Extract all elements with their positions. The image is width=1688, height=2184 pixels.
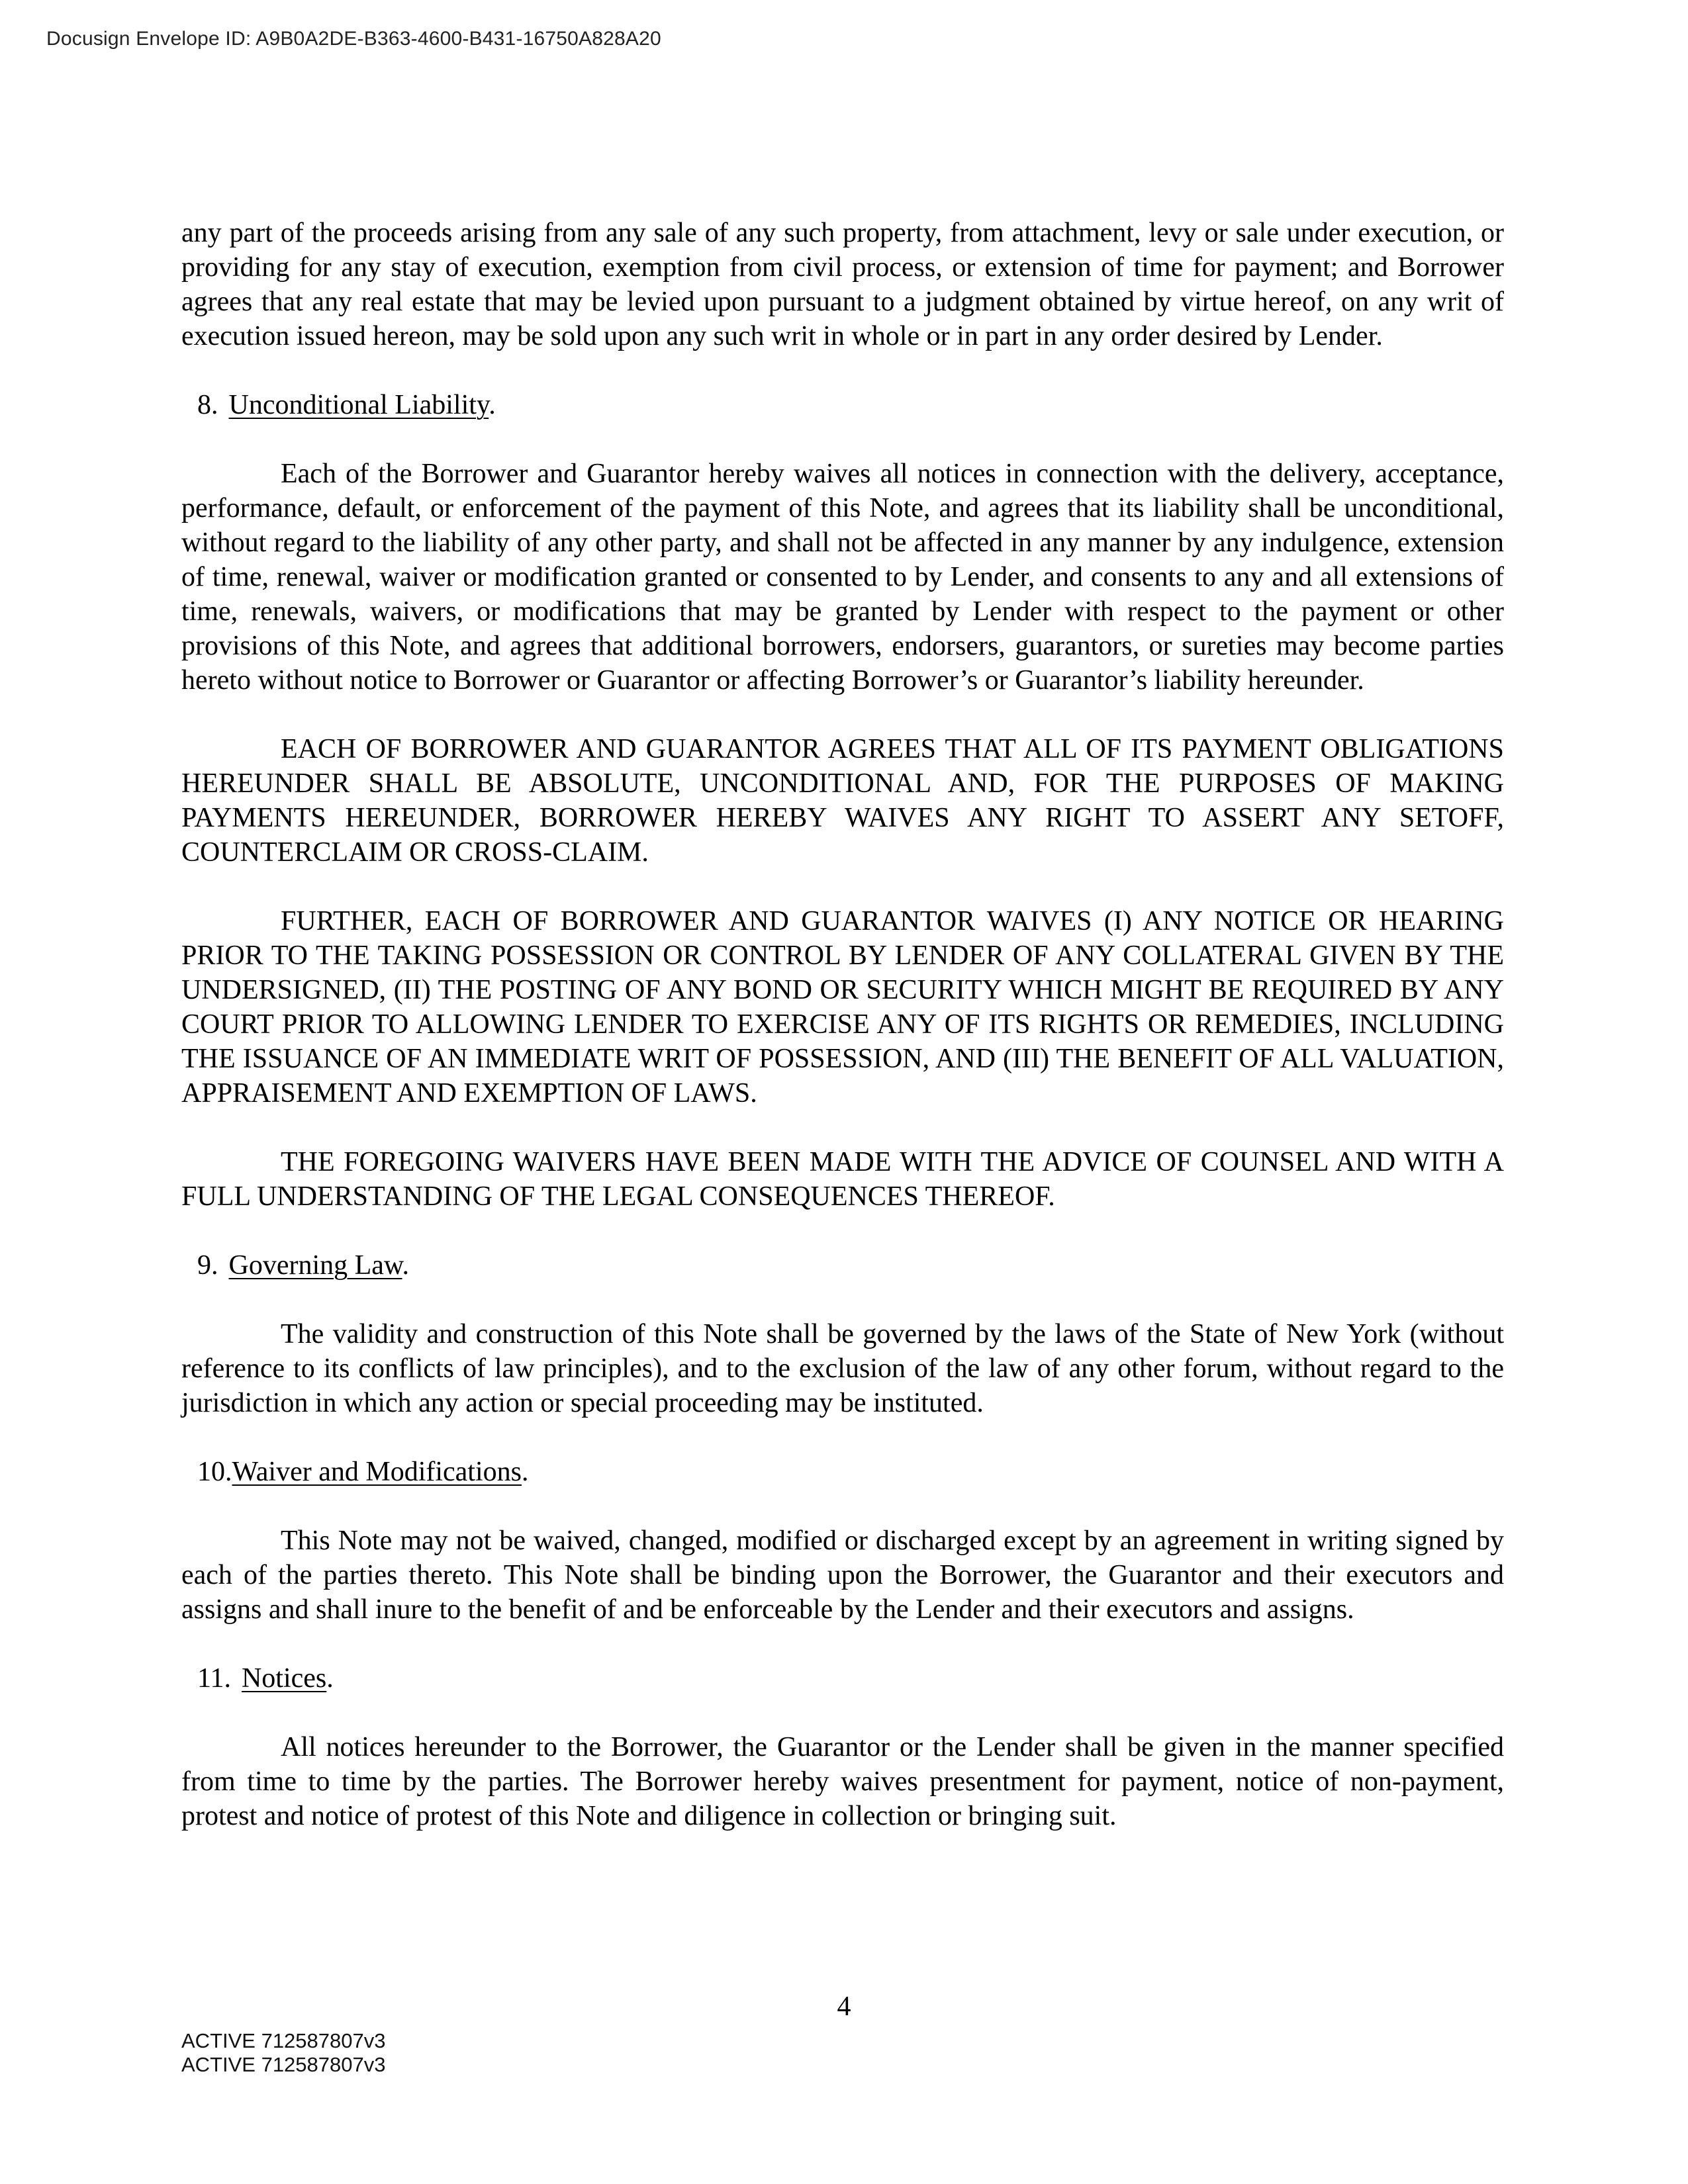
section-8-heading: 8. Unconditional Liability. [181, 388, 1504, 422]
section-11-paragraph: All notices hereunder to the Borrower, the Guarantor or the Lender shall be given in the manner specified from time to time by the parties. The Borrower hereby waives presentment for payment, notice of non-payment, protest and notice of protest of this Note and diligence in collection or bringing suit. [181, 1732, 1504, 1831]
footer-doc-id: ACTIVE 712587807v3 [181, 2029, 386, 2052]
section-number: 10. [197, 1457, 232, 1487]
section-title: Unconditional Liability [228, 390, 489, 420]
document-footer [181, 2029, 386, 2077]
section-number: 11. [197, 1663, 231, 1694]
section-title: Notices [241, 1663, 327, 1694]
section-8-paragraph-2: EACH OF BORROWER AND GUARANTOR AGREES THAT ALL OF ITS PAYMENT OBLIGATIONS HEREUNDER SHALL BE ABSOLUTE, UNCONDITIONAL AND, FOR THE PURPOSES OF MAKING PAYMENTS HEREUNDER, BORROWER HEREBY WAIVES ANY RIGHT TO ASSERT ANY SETOFF, COUNTERCLAIM OR CROSS-CLAIM. [181, 734, 1504, 868]
section-title: Governing Law [228, 1250, 402, 1281]
section-9-heading: 9. Governing Law. [181, 1248, 1504, 1283]
section-9-paragraph: The validity and construction of this Note shall be governed by the laws of the State of New York (without reference to its conflicts of law principles), and to the exclusion of the law of any other forum, without regard to the jurisdiction in which any action or special proceeding may be instituted. [181, 1319, 1504, 1418]
document-body [181, 216, 1504, 1833]
section-8-paragraph-4: THE FOREGOING WAIVERS HAVE BEEN MADE WITH THE ADVICE OF COUNSEL AND WITH A FULL UNDERSTANDING OF THE LEGAL CONSEQUENCES THEREOF. [181, 1147, 1504, 1212]
section-title: Waiver and Modifications [232, 1457, 522, 1487]
section-8-paragraph-3: FURTHER, EACH OF BORROWER AND GUARANTOR WAIVES (I) ANY NOTICE OR HEARING PRIOR TO THE TAKING POSSESSION OR CONTROL BY LENDER OF ANY COLLATERAL GIVEN BY THE UNDERSIGNED, (II) THE POSTING OF ANY BOND OR SECURITY WHICH MIGHT BE REQUIRED BY ANY COURT PRIOR TO ALLOWING LENDER TO EXERCISE ANY OF ITS RIGHTS OR REMEDIES, INCLUDING THE ISSUANCE OF AN IMMEDIATE WRIT OF POSSESSION, AND (III) THE BENEFIT OF ALL VALUATION, APPRAISEMENT AND EXEMPTION OF LAWS. [181, 906, 1504, 1109]
section-number: 8. [197, 390, 218, 420]
section-10-heading: 10.Waiver and Modifications. [181, 1455, 1504, 1489]
docusign-envelope-id: Docusign Envelope ID: A9B0A2DE-B363-4600-B431-16750A828A20 [46, 28, 661, 50]
section-10-paragraph: This Note may not be waived, changed, modified or discharged except by an agreement in writing signed by each of the parties thereto. This Note shall be binding upon the Borrower, the Guarantor and their executors and assigns and shall inure to the benefit of and be enforceable by the Lender and their executors and assigns. [181, 1525, 1504, 1625]
intro-paragraph: any part of the proceeds arising from any sale of any such property, from attachment, levy or sale under execution, or providing for any stay of execution, exemption from civil process, or extension of time for payment; and Borrower agrees that any real estate that may be levied upon pursuant to a judgment obtained by virtue hereof, on any writ of execution issued hereon, may be sold upon any such writ in whole or in part in any order desired by Lender. [181, 218, 1504, 351]
section-number: 9. [197, 1250, 218, 1281]
page-number: 4 [837, 1991, 851, 2022]
section-11-heading: 11. Notices. [181, 1661, 1504, 1696]
footer-doc-id: ACTIVE 712587807v3 [181, 2053, 386, 2076]
section-8-paragraph-1: Each of the Borrower and Guarantor hereby waives all notices in connection with the delivery, acceptance, performance, default, or enforcement of the payment of this Note, and agrees that its liability shall be unconditional, without regard to the liability of any other party, and shall not be affected in any manner by any indulgence, extension of time, renewal, waiver or modification granted or consented to by Lender, and consents to any and all extensions of time, renewals, waivers, or modifications that may be granted by Lender with respect to the payment or other provisions of this Note, and agrees that additional borrowers, endorsers, guarantors, or sureties may become parties hereto without notice to Borrower or Guarantor or affecting Borrower’s or Guarantor’s liability hereunder. [181, 459, 1504, 696]
